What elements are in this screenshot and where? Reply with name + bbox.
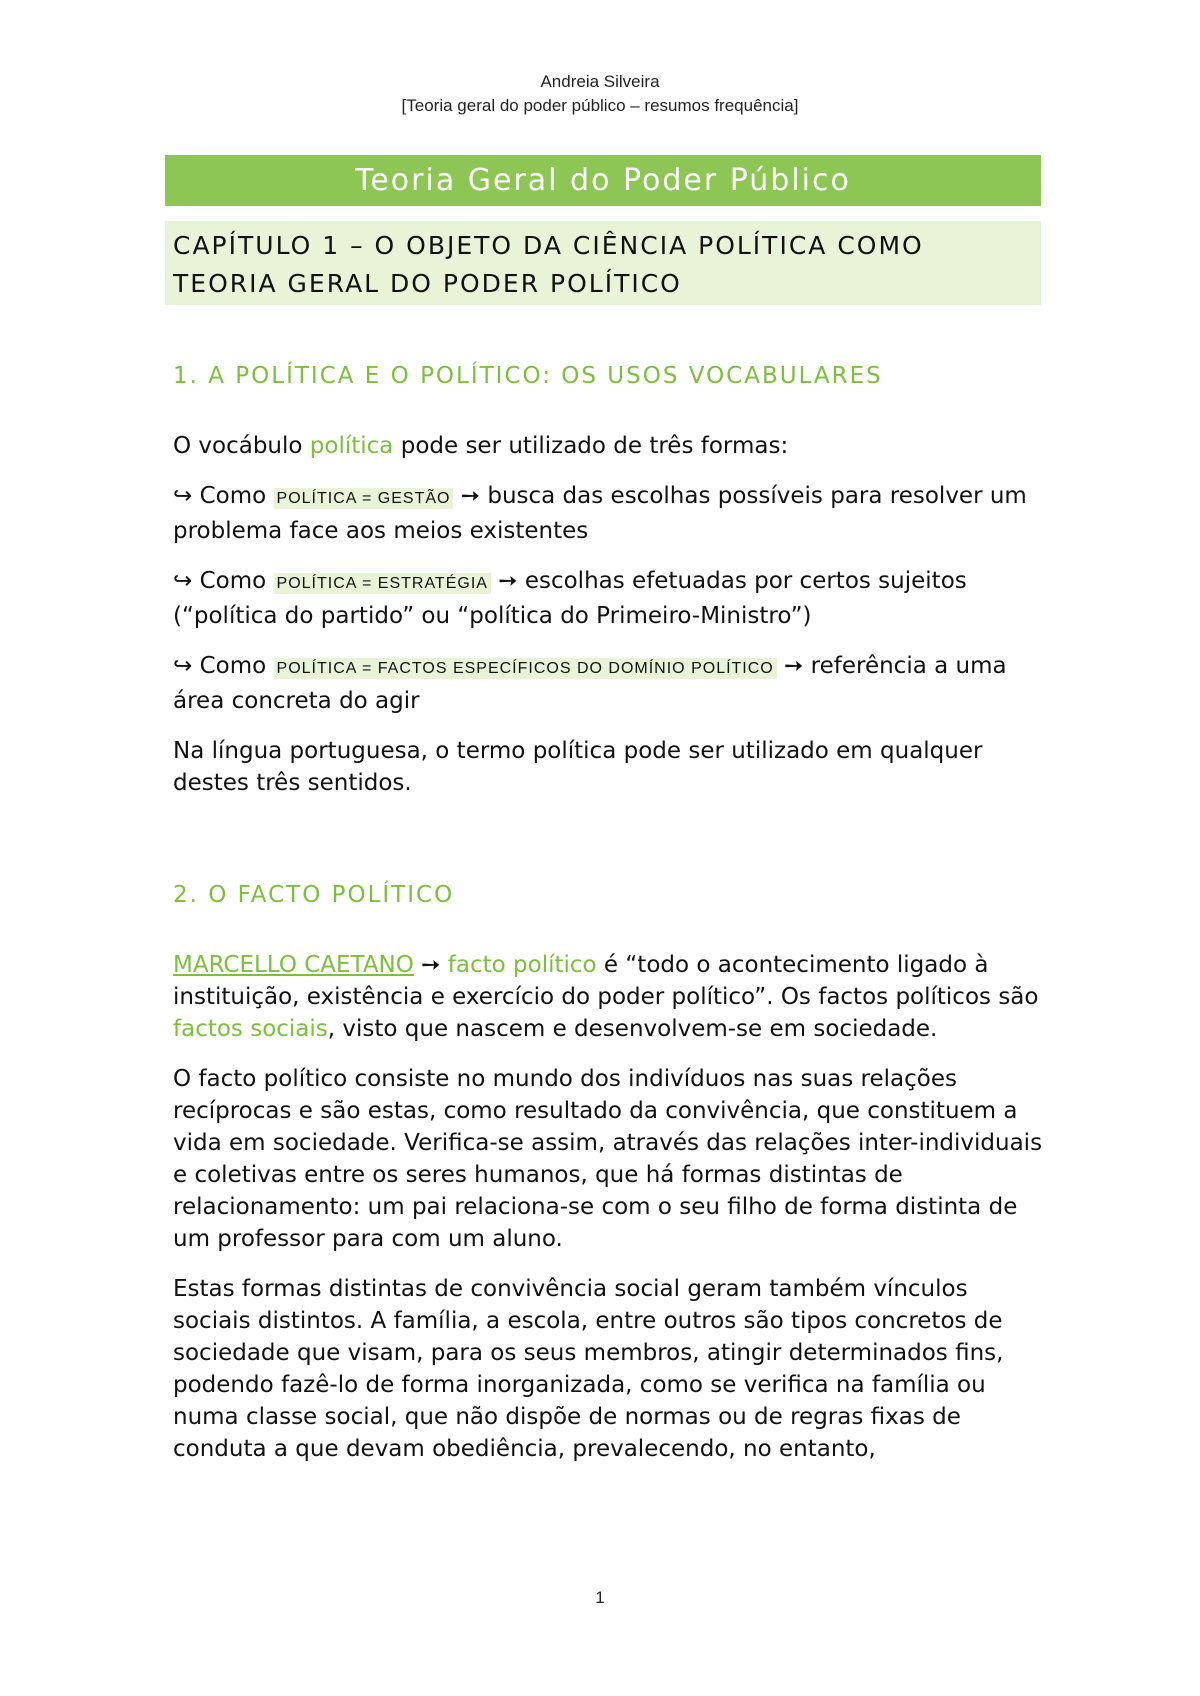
item-text: ➙ busca das escolhas possíveis para resolver um problema face aos meios existentes (173, 483, 1027, 544)
section-2-paragraph-1 (173, 949, 1043, 1045)
list-item (173, 480, 1043, 547)
section-1-closing: Na língua portuguesa, o termo política pode ser utilizado em qualquer destes três sentidos. (173, 738, 983, 796)
page-number: 1 (595, 1588, 605, 1607)
p1-text-a: é “todo o acontecimento ligado à instituição, existência e exercício do poder político”. Os factos políticos são (173, 952, 1039, 1010)
term-factos-sociais: factos sociais (173, 1016, 328, 1042)
header-subtitle: [Teoria geral do poder público – resumos frequência] (401, 96, 799, 115)
item-tag: POLÍTICA = FACTOS ESPECÍFICOS DO DOMÍNIO POLÍTICO (274, 658, 777, 679)
chapter-heading: CAPÍTULO 1 – O OBJETO DA CIÊNCIA POLÍTICA COMO TEORIA GERAL DO PODER POLÍTICO (173, 231, 924, 298)
header-author: Andreia Silveira (540, 72, 660, 91)
document-title: Teoria Geral do Poder Público (165, 155, 1041, 206)
intro-text-end: pode ser utilizado de três formas: (393, 433, 789, 459)
author-link[interactable]: MARCELLO CAETANO (173, 952, 414, 978)
item-tag: POLÍTICA = GESTÃO (274, 488, 454, 509)
item-tag: POLÍTICA = ESTRATÉGIA (274, 573, 491, 594)
section-2-heading: 2. O FACTO POLÍTICO (173, 882, 455, 908)
item-prefix: ↪ Como (173, 653, 274, 679)
list-item (173, 565, 1043, 632)
section-2-paragraph-2: O facto político consiste no mundo dos indivíduos nas suas relações recíprocas e são estas, como resultado da convivência, que constituem a vida em sociedade. Verifica-se assim, através das relações inter-individuais e coletivas entre os seres humanos, que há formas distintas de relacionamento: um pai relaciona-se com o seu filho de forma distinta de um professor para com um aluno. (173, 1066, 1043, 1252)
arrow: ➙ (413, 952, 448, 978)
document-body (173, 360, 1043, 1465)
intro-term: política (309, 433, 394, 459)
section-1-intro (173, 430, 1043, 462)
item-prefix: ↪ Como (173, 568, 274, 594)
section-1-heading: 1. A POLÍTICA E O POLÍTICO: OS USOS VOCABULARES (173, 363, 883, 389)
intro-text: O vocábulo (173, 433, 310, 459)
item-text: ➙ referência a uma área concreta do agir (173, 653, 1007, 714)
p1-text-b: , visto que nascem e desenvolvem-se em sociedade. (327, 1016, 938, 1042)
list-item (173, 650, 1043, 717)
chapter-heading-box (165, 221, 1041, 305)
section-2-paragraph-3: Estas formas distintas de convivência social geram também vínculos sociais distintos. A família, a escola, entre outros são tipos concretos de sociedade que visam, para os seus membros, atingir determinados fins, podendo fazê-lo de forma inorganizada, como se verifica na família ou numa classe social, que não dispõe de normas ou de regras fixas de conduta a que devam obediência, prevalecendo, no entanto, (173, 1276, 1004, 1462)
page-header (0, 70, 1200, 118)
item-prefix: ↪ Como (173, 483, 274, 509)
item-text: ➙ escolhas efetuadas por certos sujeitos (“política do partido” ou “política do Primeiro-Ministro”) (173, 568, 967, 629)
term-facto-politico: facto político (447, 952, 597, 978)
